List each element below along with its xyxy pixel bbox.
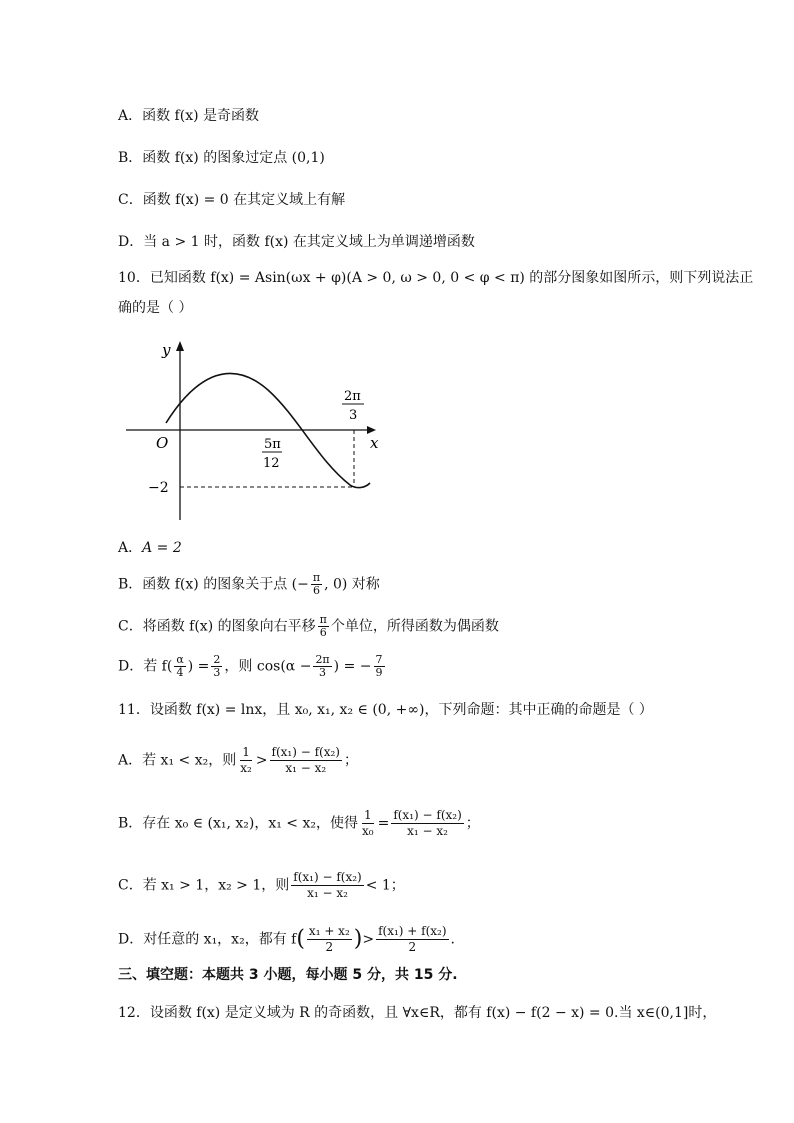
y-axis-label: y [162,341,171,359]
q9-option-c: C．函数 f(x) = 0 在其定义域上有解 [118,192,346,208]
origin-label: O [156,434,169,452]
q11-option-c: C．若 x₁ > 1，x₂ > 1，则 $\frac{\text{f(x₁) − f(x₂)}}{\text{x₁ − x₂}}$ < 1； [118,870,405,900]
q11-option-a: A．若 x₁ < x₂，则 $\frac{1}{\text{x₂}}$ > $\frac{\text{f(x₁) − f(x₂)}}{\text{x₁ − x₂}}$ ； [118,745,358,775]
q10-option-a: A．A = 2 [118,540,182,556]
q10-option-d: D．若 f( $\frac{\alpha}{4}$ ) = $\frac{2}{3}$ ，则 cos(α − $\frac{2\pi}{3}$ ) = − $\frac{7}{9}$ [118,653,383,679]
q12-stem: 12．设函数 f(x) 是定义域为 R 的奇函数，且 ∀x∈R，都有 f(x) − f(2 − x) = 0.当 x∈(0,1]时， [118,1005,717,1021]
x-axis-arrow [367,426,376,434]
tick-5pi12-den: 12 [263,456,280,471]
q11-option-d: D．对任意的 x₁，x₂，都有 f( $\frac{\text{x₁ + x₂}}{2}$ )> $\frac{\text{f(x₁) + f(x₂)}}{2}$ . [118,924,455,954]
q10-option-b: B．函数 f(x) 的图象关于点 (− $\frac{\pi}{6}$ , 0) 对称 [118,571,380,597]
section-heading: 三、填空题：本题共 3 小题，每小题 5 分，共 15 分. [118,967,458,983]
q10-stem-line1: 10．已知函数 f(x) = Asin(ωx + φ)(A > 0, ω > 0, 0 < φ < π) 的部分图象如图所示，则下列说法正 [118,270,754,286]
y-axis-arrow [176,341,184,351]
q11-option-b: B．存在 x₀ ∈ (x₁, x₂)，x₁ < x₂，使得 $\frac{1}{\text{x₀}}$ = $\frac{\text{f(x₁) − f(x₂)}}{\text{x₁ − x₂}}$ ； [118,808,480,838]
q9-option-d: D．当 a > 1 时，函数 f(x) 在其定义域上为单调递增函数 [118,234,475,250]
x-axis-label: x [370,434,379,452]
q9-option-b: B．函数 f(x) 的图象过定点 (0,1) [118,150,325,166]
q11-stem: 11．设函数 f(x) = lnx，且 x₀, x₁, x₂ ∈ (0, +∞)，下列命题：其中正确的命题是（ ） [118,702,653,718]
tick-5pi12-num: 5π [264,437,281,452]
y-min-label: −2 [148,480,169,496]
tick-2pi3-den: 3 [349,408,358,423]
q9-option-a: A．函数 f(x) 是奇函数 [118,108,260,124]
q10-option-c: C．将函数 f(x) 的图象向右平移 $\frac{\pi}{6}$ 个单位，所得函数为偶函数 [118,613,499,639]
sine-graph [118,335,398,525]
q10-stem-line2: 确的是（ ） [118,300,193,316]
tick-2pi3-num: 2π [344,389,361,404]
